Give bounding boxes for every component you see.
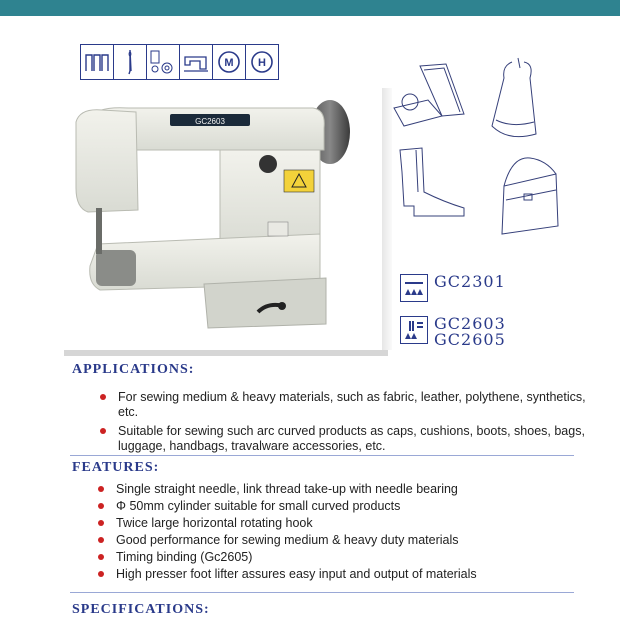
model-gc2301: GC2301 xyxy=(434,272,506,291)
list-item: Φ 50mm cylinder suitable for small curved products xyxy=(98,499,593,516)
list-item: Single straight needle, link thread take-up with needle bearing xyxy=(98,482,593,499)
list-item: For sewing medium & heavy materials, such as fabric, leather, polythene, synthetics, etc. xyxy=(100,390,595,420)
sewing-machine-illustration xyxy=(58,88,382,350)
list-item: Suitable for sewing such arc curved products as caps, cushions, boots, shoes, bags, luggage, handbags, travalware accessories, etc. xyxy=(100,424,595,454)
bullet-icon xyxy=(98,503,104,509)
feed-dog-icon xyxy=(400,274,428,302)
stitch-icon xyxy=(81,45,114,79)
bullet-icon xyxy=(98,554,104,560)
application-sketches xyxy=(384,56,574,246)
model-list xyxy=(400,274,506,362)
drawstring-bag-sketch xyxy=(492,58,536,137)
specifications-title: SPECIFICATIONS: xyxy=(72,602,210,617)
bobbin-icon xyxy=(147,45,180,79)
list-item: Timing binding (Gc2605) xyxy=(98,550,593,567)
handbag-sketch xyxy=(502,158,558,234)
bullet-icon xyxy=(100,394,106,400)
section-divider xyxy=(70,455,574,456)
bullet-icon xyxy=(98,571,104,577)
applications-list xyxy=(100,390,595,458)
bullet-icon xyxy=(100,428,106,434)
list-item: Twice large horizontal rotating hook xyxy=(98,516,593,533)
medium-badge-label: M xyxy=(224,57,234,69)
product-photo-frame xyxy=(58,88,382,350)
features-list xyxy=(98,482,593,584)
features-title: FEATURES: xyxy=(72,460,160,475)
needle-icon xyxy=(114,45,147,79)
walking-foot-icon xyxy=(400,316,428,344)
feature-icon-strip xyxy=(80,44,279,80)
list-item: Good performance for sewing medium & heavy duty materials xyxy=(98,533,593,550)
model-row-2 xyxy=(400,316,506,348)
section-divider xyxy=(70,592,574,593)
header-bar xyxy=(0,0,620,16)
machine-model-label: GC2603 xyxy=(195,117,225,126)
bullet-icon xyxy=(98,486,104,492)
model-gc2603: GC2603 xyxy=(434,314,506,333)
bullet-icon xyxy=(98,520,104,526)
applications-title: APPLICATIONS: xyxy=(72,362,195,377)
heavy-badge-label: H xyxy=(258,57,266,69)
boot-sketch xyxy=(400,148,464,216)
medium-badge-icon xyxy=(213,45,246,79)
model-gc2605: GC2605 xyxy=(434,330,506,349)
model-row-1 xyxy=(400,274,506,302)
bullet-icon xyxy=(98,537,104,543)
folded-fabric-sketch xyxy=(394,64,464,126)
heavy-badge-icon xyxy=(246,45,278,79)
machine-icon xyxy=(180,45,213,79)
list-item: High presser foot lifter assures easy input and output of materials xyxy=(98,567,593,584)
